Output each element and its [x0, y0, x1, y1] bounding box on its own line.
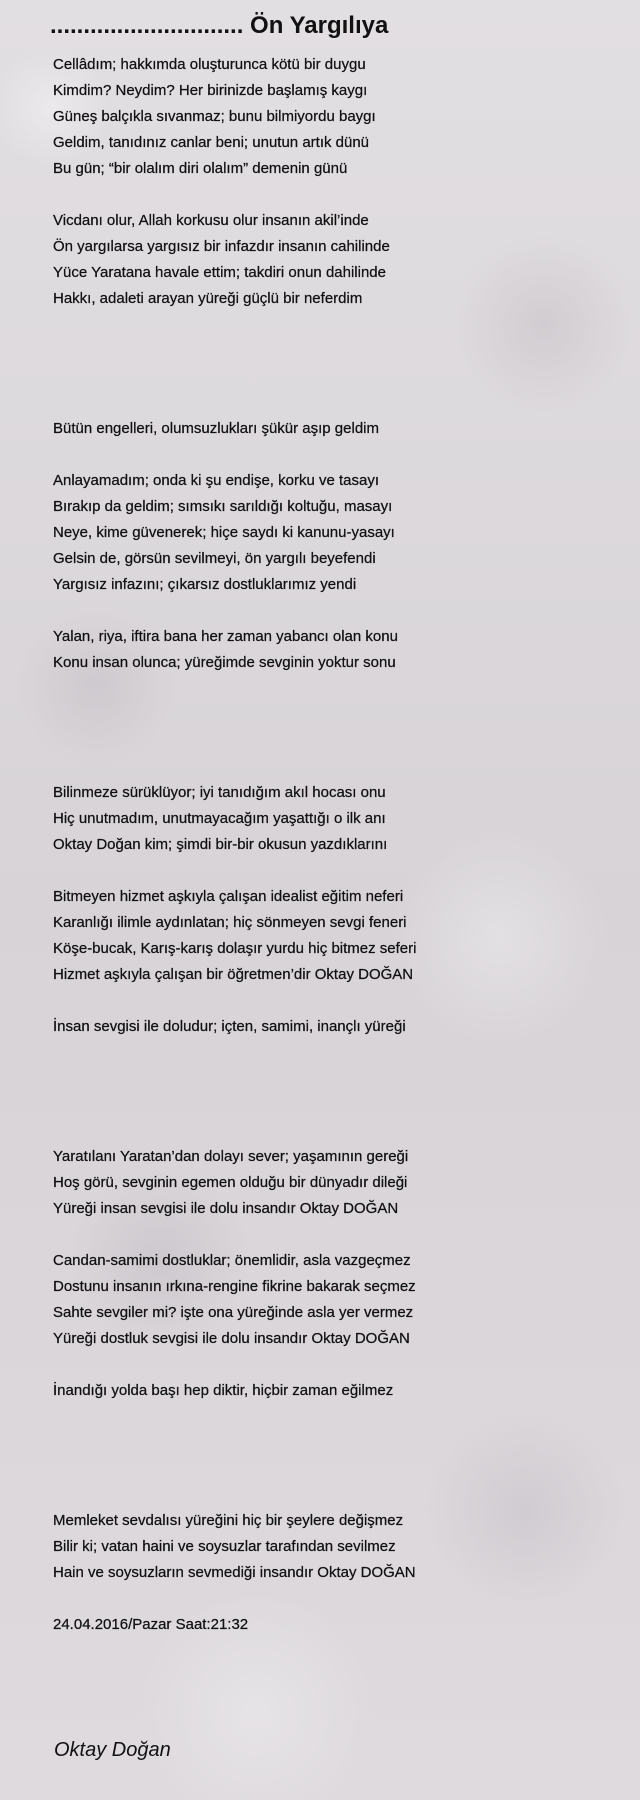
- poem-line: Bırakıp da geldim; sımsıkı sarıldığı koltuğu, masayı: [53, 498, 393, 515]
- poem-line: Cellâdım; hakkımda oluşturunca kötü bir duygu: [53, 56, 366, 73]
- poem-line: Yüreği insan sevgisi ile dolu insandır Oktay DOĞAN: [53, 1200, 399, 1217]
- poem-line: Hain ve soysuzların sevmediği insandır Oktay DOĞAN: [53, 1564, 416, 1581]
- poem-line: Yaratılanı Yaratan’dan dolayı sever; yaşamının gereği: [53, 1148, 409, 1165]
- poem-line: Bitmeyen hizmet aşkıyla çalışan idealist eğitim neferi: [53, 888, 404, 905]
- poem-line: Ön yargılarsa yargısız bir infazdır insanın cahilinde: [53, 238, 390, 255]
- poem-body: [53, 52, 633, 1638]
- poem-line: Kimdim? Neydim? Her birinizde başlamış kaygı: [53, 82, 368, 99]
- poem-line: Hoş görü, sevginin egemen olduğu bir dünyadır dileği: [53, 1174, 408, 1191]
- poem-line: Dostunu insanın ırkına-rengine fikrine bakarak seçmez: [53, 1278, 416, 1295]
- author-signature: Oktay Doğan: [54, 1739, 171, 1761]
- poem-line: Yalan, riya, iftira bana her zaman yabancı olan konu: [53, 628, 398, 645]
- poem-line: Sahte sevgiler mi? işte ona yüreğinde asla yer vermez: [53, 1304, 414, 1321]
- poem-line: Yüreği dostluk sevgisi ile dolu insandır Oktay DOĞAN: [53, 1330, 410, 1347]
- poem-line: Hizmet aşkıyla çalışan bir öğretmen’dir Oktay DOĞAN: [53, 966, 414, 983]
- poem-line: Vicdanı olur, Allah korkusu olur insanın akil’inde: [53, 212, 369, 229]
- poem-line: Memleket sevdalısı yüreğini hiç bir şeylere değişmez: [53, 1512, 404, 1529]
- poem-line: Bilir ki; vatan haini ve soysuzlar tarafından sevilmez: [53, 1538, 396, 1555]
- poem-title: ............................. Ön Yargılıya: [50, 12, 389, 39]
- poem-line: İnandığı yolda başı hep diktir, hiçbir zaman eğilmez: [53, 1382, 394, 1399]
- poem-line: Hiç unutmadım, unutmayacağım yaşattığı o ilk anı: [53, 810, 386, 827]
- poem-line: Bütün engelleri, olumsuzlukları şükür aşıp geldim: [53, 420, 379, 437]
- poem-line: Yargısız infazını; çıkarsız dostluklarımız yendi: [53, 576, 357, 593]
- poem-line: Köşe-bucak, Karış-karış dolaşır yurdu hiç bitmez seferi: [53, 940, 417, 957]
- poem-line: Yüce Yaratana havale ettim; takdiri onun dahilinde: [53, 264, 386, 281]
- poem-line: Neye, kime güvenerek; hiçe saydı ki kanunu-yasayı: [53, 524, 395, 541]
- poem-line: Karanlığı ilimle aydınlatan; hiç sönmeyen sevgi feneri: [53, 914, 407, 931]
- poem-line: Hakkı, adaleti arayan yüreği güçlü bir neferdim: [53, 290, 363, 307]
- poem-line: Candan-samimi dostluklar; önemlidir, asla vazgeçmez: [53, 1252, 411, 1269]
- poem-line: Konu insan olunca; yüreğimde sevginin yoktur sonu: [53, 654, 396, 671]
- poem-line: Gelsin de, görsün sevilmeyi, ön yargılı beyefendi: [53, 550, 376, 567]
- poem-line: Anlayamadım; onda ki şu endişe, korku ve tasayı: [53, 472, 380, 489]
- poem-line: İnsan sevgisi ile doludur; içten, samimi, inançlı yüreği: [53, 1018, 406, 1035]
- poem-line: Bu gün; “bir olalım diri olalım” demenin günü: [53, 160, 348, 177]
- poem-date: 24.04.2016/Pazar Saat:21:32: [53, 1616, 249, 1633]
- poem-line: Geldim, tanıdınız canlar beni; unutun artık dünü: [53, 134, 370, 151]
- poem-line: Oktay Doğan kim; şimdi bir-bir okusun yazdıklarını: [53, 836, 388, 853]
- poem-line: Bilinmeze sürüklüyor; iyi tanıdığım akıl hocası onu: [53, 784, 386, 801]
- poem-line: Güneş balçıkla sıvanmaz; bunu bilmiyordu baygı: [53, 108, 376, 125]
